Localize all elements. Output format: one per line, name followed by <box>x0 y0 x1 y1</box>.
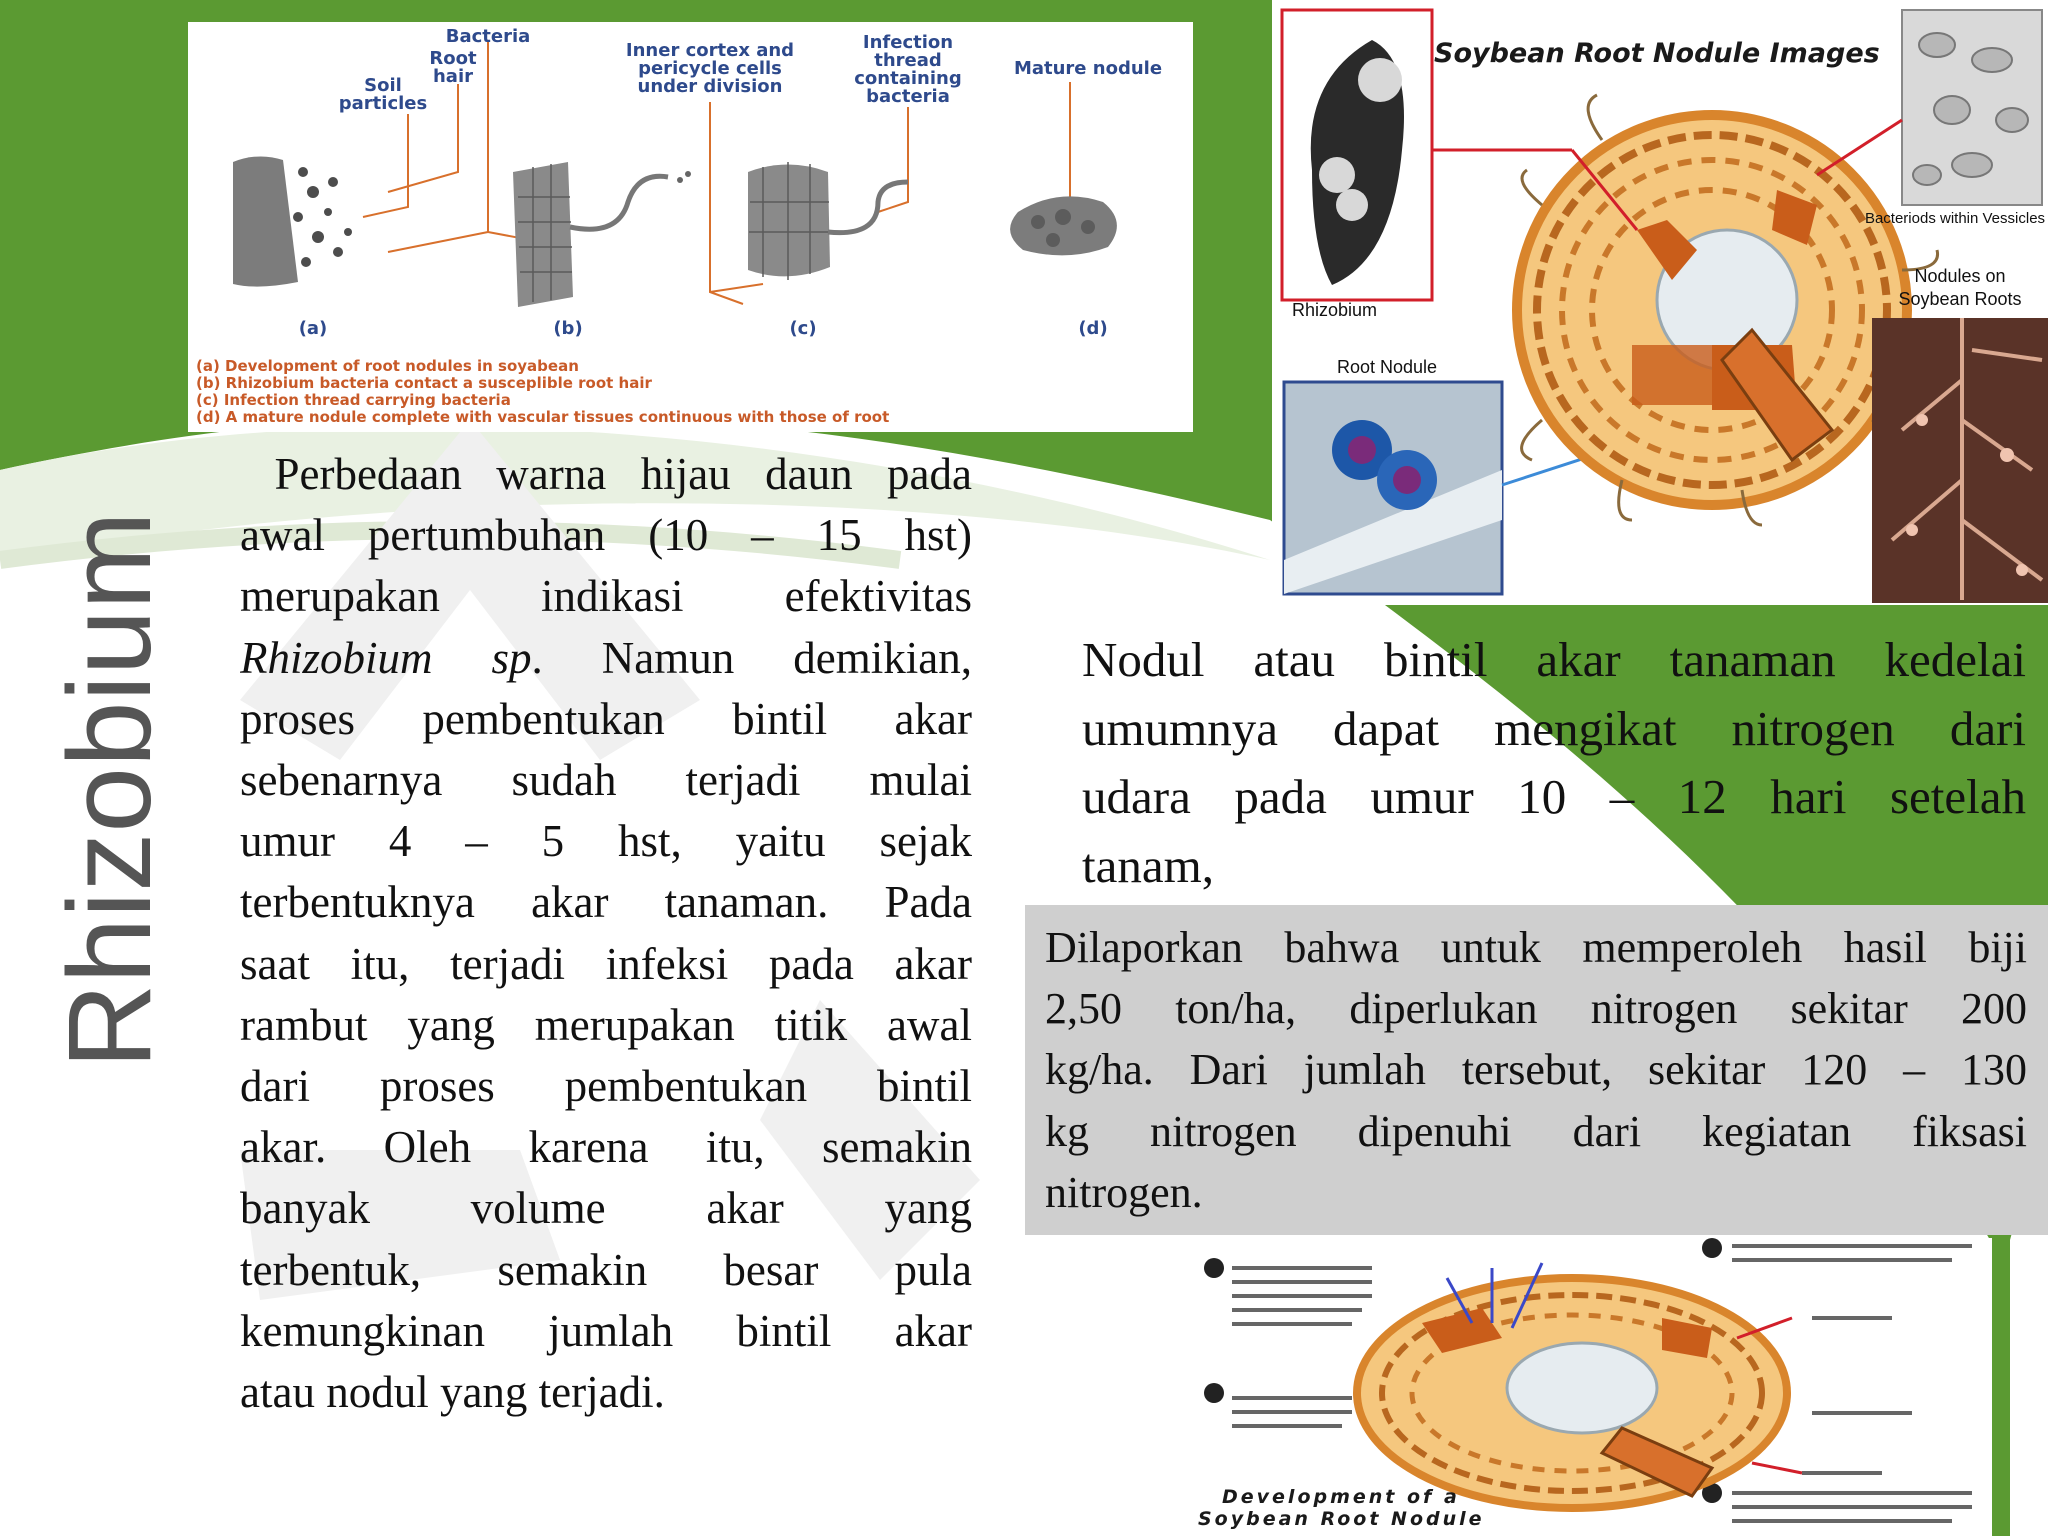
dev-caption-d: (d) A mature nodule complete with vascular tissues continuous with those of root <box>196 408 890 426</box>
bottom-figure-caption-1: Development of a <box>1222 1486 1460 1508</box>
right-top-line: Nodul atau bintil akar tanaman kedelai <box>1082 632 2026 687</box>
left-line: rambut yang merupakan titik awal <box>240 999 972 1050</box>
panel-a-root <box>233 156 352 286</box>
nodules-roots-label: Nodules on Soybean Roots <box>1898 266 2022 310</box>
dev-caption-a: (a) Development of root nodules in soyabean <box>196 357 579 375</box>
left-paragraph <box>240 444 972 1423</box>
bottom-figure-caption-2: Soybean Root Nodule <box>1198 1508 1485 1530</box>
box-line: nitrogen. <box>1045 1167 1203 1217</box>
panel-d-nodule <box>1010 196 1117 255</box>
species-name: Rhizobium sp <box>240 632 532 683</box>
right-top-paragraph <box>1082 626 2026 901</box>
panel-label-a: (a) <box>298 318 328 339</box>
left-line: terbentuk, semakin besar pula <box>240 1244 972 1295</box>
left-line: terbentuknya akar tanaman. Pada <box>240 877 972 928</box>
left-line: Rhizobium sp. Namun demikian, <box>240 632 972 683</box>
soybean-nodule-figure <box>1272 0 2048 605</box>
left-line: proses pembentukan bintil akar <box>240 693 972 744</box>
bacteroids-label: Bacteriods within Vessicles <box>1864 210 2046 227</box>
label-root-hair: Root hair <box>429 48 477 87</box>
right-top-line: umumnya dapat mengikat nitrogen dari <box>1082 700 2026 756</box>
nodule-development-diagram-bottom <box>1192 1238 1992 1536</box>
rhizobium-label: Rhizobium <box>1292 300 1378 320</box>
panel-label-d: (d) <box>1078 318 1108 339</box>
left-line: akar. Oleh karena itu, semakin <box>240 1122 972 1173</box>
slide-title <box>44 430 176 1150</box>
dev-caption-b: (b) Rhizobium bacteria contact a susceplible root hair <box>196 374 652 392</box>
left-line: saat itu, terjadi infeksi pada akar <box>240 938 972 989</box>
label-soil-particles: Soil particles <box>338 75 428 114</box>
label-mature-nodule: Mature nodule <box>1013 58 1163 79</box>
panel-c-root <box>748 162 908 280</box>
box-line: Dilaporkan bahwa untuk memperoleh hasil biji <box>1045 923 2027 972</box>
box-line: kg/ha. Dari jumlah tersebut, sekitar 120 – 130 <box>1045 1045 2027 1095</box>
right-top-line: udara pada umur 10 – 12 hari setelah <box>1082 769 2026 825</box>
left-line: awal pertumbuhan (10 – 15 hst) <box>240 510 972 561</box>
label-infection-thread: Infection thread containing bacteria <box>854 32 962 107</box>
left-line: atau nodul yang terjadi. <box>240 1367 665 1418</box>
left-line: umur 4 – 5 hst, yaitu sejak <box>240 816 972 867</box>
box-line: kg nitrogen dipenuhi dari kegiatan fiksasi <box>1045 1106 2027 1156</box>
left-line: sebenarnya sudah terjadi mulai <box>240 755 972 806</box>
left-line: dari proses pembentukan bintil <box>240 1061 972 1112</box>
label-bacteria: Bacteria <box>445 26 531 47</box>
label-inner-cortex: Inner cortex and pericycle cells under division <box>625 40 795 97</box>
right-top-line: tanam, <box>1082 838 1214 894</box>
nodule-development-figure <box>188 22 1193 432</box>
dev-caption-c: (c) Infection thread carrying bacteria <box>196 391 511 409</box>
soybean-figure-title: Soybean Root Nodule Images <box>1434 38 1880 69</box>
left-line: banyak volume akar yang <box>240 1183 972 1234</box>
box-line: 2,50 ton/ha, diperlukan nitrogen sekitar 200 <box>1045 984 2027 1034</box>
panel-label-b: (b) <box>553 318 583 339</box>
right-box-paragraph <box>1045 917 2027 1223</box>
left-line: kemungkinan jumlah bintil akar <box>240 1305 972 1356</box>
slide-title-text: Rhizobium <box>44 511 176 1069</box>
panel-b-root <box>513 162 691 307</box>
left-line: Perbedaan warna hijau daun pada <box>240 449 972 499</box>
root-nodule-label: Root Nodule <box>1336 357 1438 377</box>
left-line: merupakan indikasi efektivitas <box>240 571 972 622</box>
panel-label-c: (c) <box>789 318 817 339</box>
